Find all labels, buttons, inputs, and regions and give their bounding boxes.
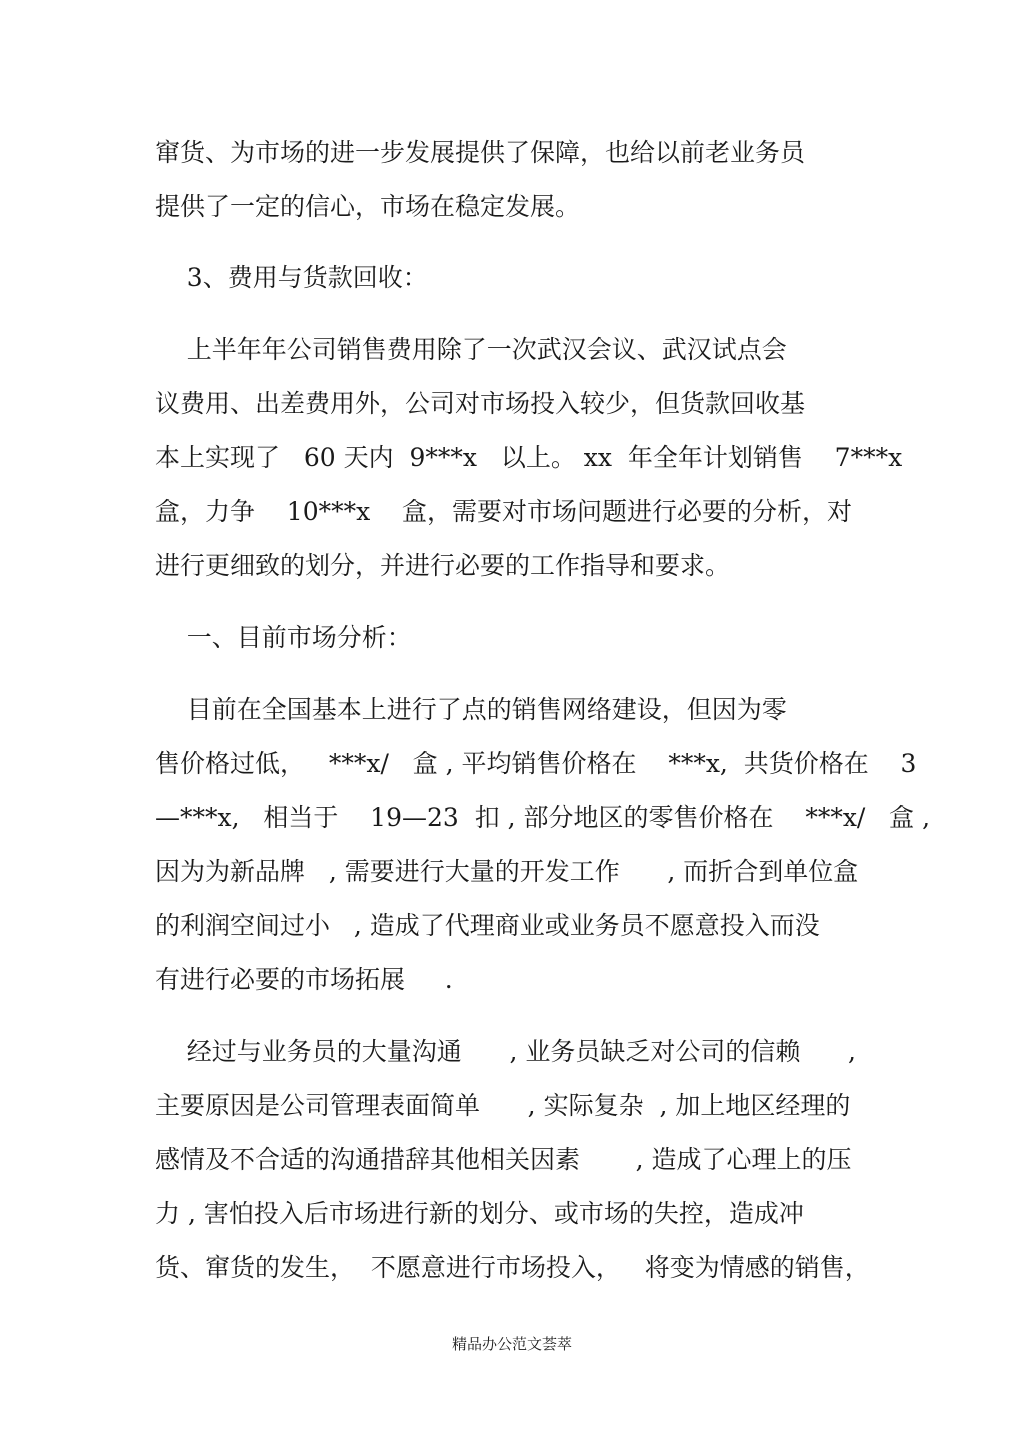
paragraph-line: 感情及不合适的沟通措辞其他相关因素 , 造成了心理上的压 (155, 1145, 852, 1174)
page-footer: 精品办公范文荟萃 (451, 1335, 572, 1353)
paragraph-line: 主要原因是公司管理表面简单 , 实际复杂 , 加上地区经理的 (155, 1091, 851, 1120)
section-heading: 3、费用与货款回收： (155, 263, 428, 292)
paragraph-line: 有进行必要的市场拓展 . (155, 965, 453, 994)
paragraph-line: 经过与业务员的大量沟通 , 业务员缺乏对公司的信赖 , (155, 1037, 856, 1066)
paragraph-line: 盒，力争 10***x 盒，需要对市场问题进行必要的分析，对 (155, 497, 852, 526)
paragraph-line: —***x, 相当于 19—23 扣 , 部分地区的零售价格在 ***x/ 盒 , (155, 803, 931, 832)
section-heading: 一、目前市场分析： (155, 623, 412, 652)
paragraph-line: 议费用、出差费用外，公司对市场投入较少，但货款回收基 (155, 389, 806, 418)
paragraph-line: 提供了一定的信心，市场在稳定发展。 (155, 192, 581, 221)
paragraph-line: 售价格过低， ***x/ 盒 , 平均销售价格在 ***x, 共货价格在 3 (155, 749, 917, 778)
paragraph-line: 进行更细致的划分，并进行必要的工作指导和要求。 (155, 551, 731, 580)
paragraph-line: 货、窜货的发生， 不愿意进行市场投入， 将变为情感的销售， (155, 1253, 870, 1282)
paragraph-line: 力 , 害怕投入后市场进行新的划分、或市场的失控，造成冲 (155, 1199, 804, 1228)
paragraph-line: 上半年年公司销售费用除了一次武汉会议、武汉试点会 (155, 335, 787, 364)
paragraph-line: 因为为新品牌 , 需要进行大量的开发工作 , 而折合到单位盒 (155, 857, 859, 886)
paragraph-line: 的利润空间过小 , 造成了代理商业或业务员不愿意投入而没 (155, 911, 820, 940)
paragraph-line: 目前在全国基本上进行了点的销售网络建设，但因为零 (155, 695, 787, 724)
paragraph-line: 窜货、为市场的进一步发展提供了保障，也给以前老业务员 (155, 138, 806, 167)
paragraph-line: 本上实现了 60 天内 9***x 以上。 xx 年全年计划销售 7***x (155, 443, 903, 472)
